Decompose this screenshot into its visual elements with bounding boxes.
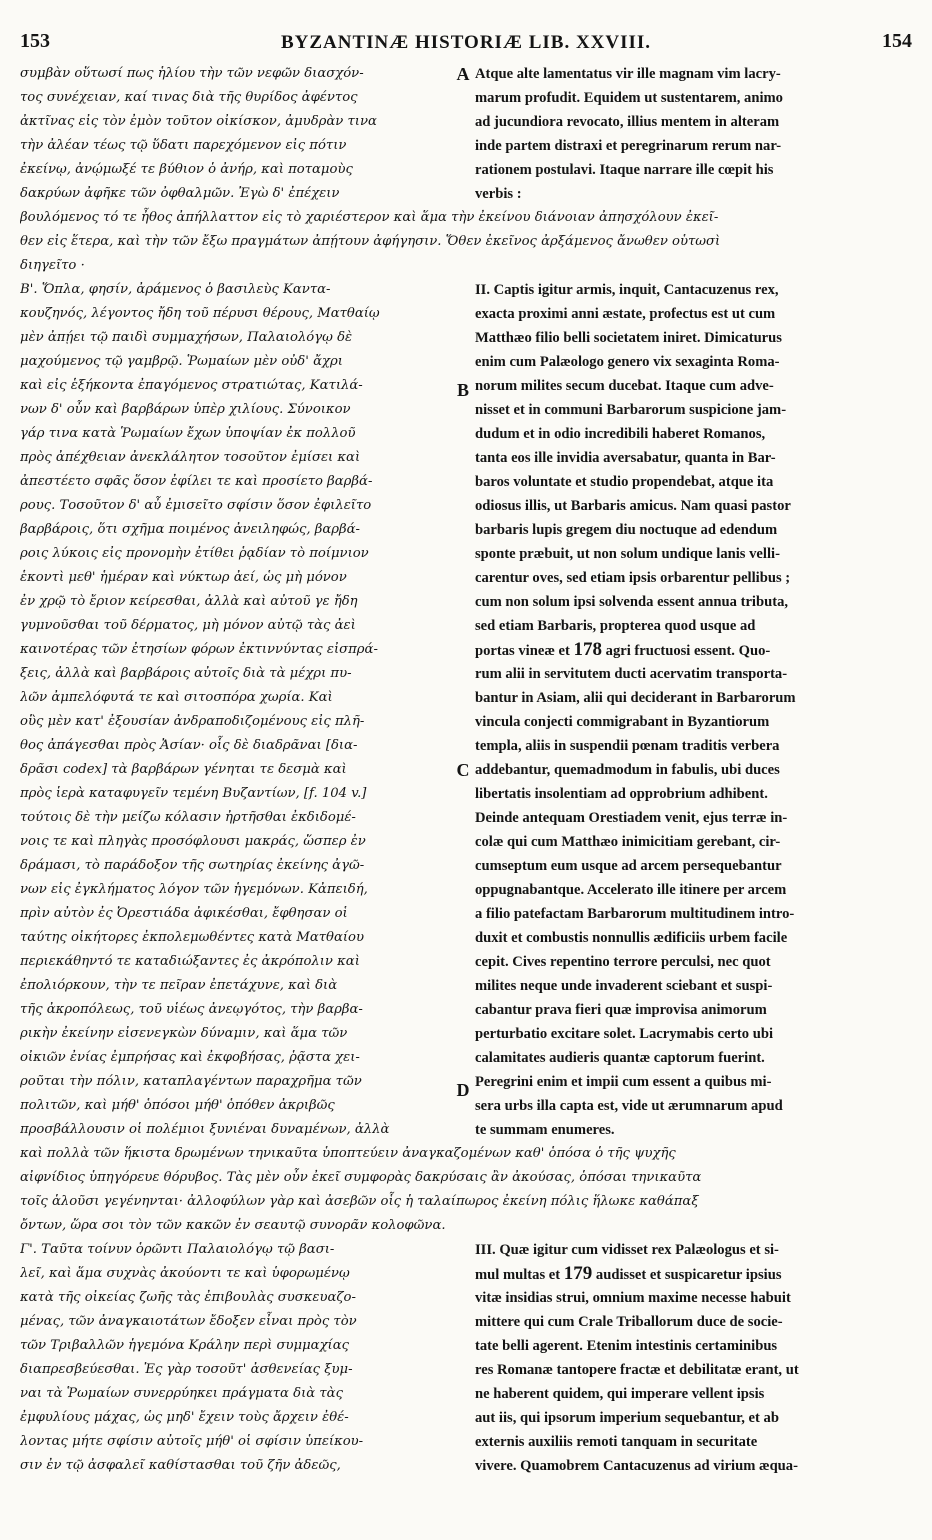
text-line: ne haberent quidem, qui imperare vellent ipsis bbox=[475, 1386, 765, 1402]
section-marker-b: B bbox=[456, 380, 469, 400]
text-line: duxit et combustis nonnullis ædificiis urbem facile bbox=[475, 930, 788, 946]
text-line: ξεις, ἀλλὰ καὶ βαρβάροις αὐτοῖς διὰ τὰ μέχρι πυ- bbox=[20, 666, 352, 681]
text-line: sponte præbuit, ut non solum undique lanis velli- bbox=[475, 546, 780, 562]
text-line: Peregrini enim et impii cum essent a quibus mi- bbox=[475, 1074, 772, 1090]
text-line: marum profudit. Equidem ut sustentarem, animo bbox=[475, 90, 783, 106]
text-line: ἑκοντὶ μεθ' ἡμέραν καὶ νύκτωρ ἀεί, ὡς μὴ μόνον bbox=[20, 570, 347, 585]
text-line: διηγεῖτο · bbox=[20, 258, 85, 273]
text-line: colæ qui cum Matthæo inimicitiam gerebant, cir- bbox=[475, 834, 781, 850]
running-head bbox=[20, 30, 912, 60]
text-line: oppugnabantque. Accelerato ille itinere per arcem bbox=[475, 882, 787, 898]
text-line: cum non solum ipsi solvenda essent annua tributa, bbox=[475, 594, 789, 610]
text-line: exacta proximi anni æstate, profectus est ut cum bbox=[475, 306, 776, 322]
text-line: νων δ' οὖν καὶ βαρβάρων ὑπὲρ χιλίους. Σύνοικον bbox=[20, 402, 351, 417]
full-width-greek-1 bbox=[20, 206, 908, 278]
text-line: barbaris lupis gregem diu noctuque ad edendum bbox=[475, 522, 778, 538]
block2-greek bbox=[20, 278, 455, 1142]
text-line: ταύτης οἰκήτορες ἐκπολεμωθέντες κατὰ Ματθαίου bbox=[20, 930, 364, 945]
text-line: vitæ insidias strui, omnium maxime necesse habuit bbox=[475, 1290, 791, 1306]
text-line: τὴν ἀλέαν τέως τῷ ὕδατι παρεχόμενον εἰς πότιν bbox=[20, 138, 347, 153]
text-line: Matthæo filio belli societatem iniret. Dimicaturus bbox=[475, 330, 782, 346]
text-line: ροῦται τὴν πόλιν, καταπλαγέντων παραχρῆμα τῶν bbox=[20, 1074, 362, 1089]
running-title: BYZANTINÆ HISTORIÆ LIB. XXVIII. bbox=[280, 32, 652, 53]
text-line: cumseptum eum usque ad arcem persequebantur bbox=[475, 858, 782, 874]
text-line: θος ἀπάγεσθαι πρὸς Ἀσίαν· οἷς δὲ διαδρᾶναι [δια- bbox=[20, 738, 358, 753]
text-line: διαπρεσβεύεσθαι. Ἐς γὰρ τοσοῦτ' ἀσθενείας ξυμ- bbox=[20, 1362, 353, 1377]
text-line: λεῖ, καὶ ἅμα συχνὰς ἀκούοντι τε καὶ ὑφορωμένῳ bbox=[20, 1266, 350, 1281]
text-line: mul multas et 179 audisset et suspicaretur ipsius bbox=[475, 1263, 782, 1284]
text-line: aut iis, qui ipsorum imperium sequebantur, et ab bbox=[475, 1410, 779, 1426]
text-line: odiosus illis, ut Barbaris amicus. Nam quasi pastor bbox=[475, 498, 791, 514]
section-marker-a: A bbox=[456, 64, 470, 84]
text-line: III. Quæ igitur cum vidisset rex Palæologus et si- bbox=[475, 1242, 779, 1258]
block3-greek bbox=[20, 1238, 455, 1478]
text-line: καὶ πολλὰ τῶν ἥκιστα δρωμένων τηνικαῦτα ὑποπτεύειν ἀναγκαζομένων καθ' ὁπόσα ὁ τῆς ψυχῆς bbox=[20, 1146, 676, 1161]
text-line: δράμασι, τὸ παράδοξον τῆς σωτηρίας ἐκείνης ἀγῶ- bbox=[20, 858, 365, 873]
text-line: cepit. Cives repentino terrore perculsi, nec quot bbox=[475, 954, 771, 970]
text-line: σιν ἐν τῷ ἀσφαλεῖ καθίστασθαι τοῦ ζῆν ἀδεῶς, bbox=[20, 1458, 341, 1473]
text-line: addebantur, quemadmodum in fabulis, ubi duces bbox=[475, 762, 780, 778]
text-line: Deinde antequam Orestiadem venit, ejus terræ in- bbox=[475, 810, 788, 826]
text-line: vivere. Quamobrem Cantacuzenus ad virium æqua- bbox=[475, 1458, 798, 1474]
text-line: rationem postulavi. Itaque narrare ille cœpit his bbox=[475, 162, 774, 178]
text-line: μαχούμενος τῷ γαμβρῷ. Ῥωμαίων μὲν οὐδ' ἄχρι bbox=[20, 354, 343, 369]
text-line: συμβὰν οὕτωσί πως ἡλίου τὴν τῶν νεφῶν διασχόν- bbox=[20, 66, 364, 81]
text-line: περιεκάθηντό τε καταδιώξαντες ἐς ἀκρόπολιν καὶ bbox=[20, 954, 360, 969]
text-line: γυμνοῦσθαι τοῦ δέρματος, μὴ μόνον αὐτῷ τὰς ἀεὶ bbox=[20, 618, 356, 633]
text-line: vincula conjecti commigrabant in Byzantiorum bbox=[475, 714, 770, 730]
text-line: λῶν ἀμπελόφυτά τε καὶ σιτοσπόρα χωρία. Καὶ bbox=[20, 690, 333, 705]
text-line: portas vineæ et 178 agri fructuosi essent. Quo- bbox=[475, 639, 771, 660]
text-line: μὲν ἀπῄει τῷ παιδὶ συμμαχήσων, Παλαιολόγῳ δὲ bbox=[20, 330, 353, 345]
text-line: res Romanæ tantopere fractæ et debilitatæ erant, ut bbox=[475, 1362, 799, 1378]
section-marker-c: C bbox=[456, 760, 470, 780]
text-line: ναι τὰ Ῥωμαίων συνερρύηκει πράγματα διὰ τὰς bbox=[20, 1386, 343, 1401]
text-line: πρὶν αὐτὸν ἐς Ὀρεστιάδα ἀφικέσθαι, ἔφθησαν οἱ bbox=[20, 906, 348, 921]
text-line: οὓς μὲν κατ' ἐξουσίαν ἀνδραποδιζομένους εἰς πλῆ- bbox=[20, 714, 365, 729]
text-line: ἀπεστέετο σφᾶς ὅσον ἐφίλει τε καὶ προσίετο βαρβά- bbox=[20, 474, 373, 489]
text-line: βουλόμενος τό τε ἦθος ἀπήλλαττον εἰς τὸ χαριέστερον καὶ ἅμα τὴν ἐκείνου διάνοιαν ἀπησχόλουν ἐκεῖ- bbox=[20, 210, 719, 225]
text-line: Β'. Ὅπλα, φησίν, ἀράμενος ὁ βασιλεὺς Καντα- bbox=[20, 282, 331, 297]
text-line: II. Captis igitur armis, inquit, Cantacuzenus rex, bbox=[475, 282, 779, 298]
text-line: αἰφνίδιος ὑπηγόρευε θόρυβος. Τὰς μὲν οὖν ἐκεῖ συμφορὰς δακρύσαις ἂν ἀκούσας, ὁπόσαι τηνικαῦτα bbox=[20, 1170, 702, 1185]
text-line: τῆς ἀκροπόλεως, τοῦ υἱέως ἀνεῳγότος, τὴν βαρβα- bbox=[20, 1002, 363, 1017]
text-line: te summam enumeres. bbox=[475, 1122, 615, 1138]
text-line: ρους. Τοσοῦτον δ' αὖ ἐμισεῖτο σφίσιν ὅσον ἐφιλεῖτο bbox=[20, 498, 372, 513]
text-line: externis auxiliis remoti tanquam in securitate bbox=[475, 1434, 758, 1450]
text-line: tanta eos ille invidia aversabatur, quanta in Bar- bbox=[475, 450, 776, 466]
block1-greek bbox=[20, 62, 455, 206]
text-line: rum alii in servitutem ducti acervatim transporta- bbox=[475, 666, 788, 682]
text-line: calamitates audieris quantæ captorum fuerint. bbox=[475, 1050, 765, 1066]
block1-latin bbox=[475, 62, 915, 206]
text-line: δακρύων ἀφῆκε τῶν ὀφθαλμῶν. Ἐγὼ δ' ἐπέχειν bbox=[20, 186, 340, 201]
text-line: πρὸς ἱερὰ καταφυγεῖν τεμένη Βυζαντίων, [f. 104 v.] bbox=[20, 786, 367, 801]
text-line: ρικὴν ἐκείνην εἰσενεγκὼν δύναμιν, καὶ ἅμα τῶν bbox=[20, 1026, 348, 1041]
text-line: προσβάλλουσιν οἱ πολέμιοι ξυνιέναι δυναμένων, ἀλλὰ bbox=[20, 1122, 390, 1137]
block2-latin bbox=[475, 278, 915, 1142]
text-line: nisset et in communi Barbarorum suspicione jam- bbox=[475, 402, 787, 418]
text-line: δρᾶσι codex] τὰ βαρβάρων γένηται τε δεσμὰ καὶ bbox=[20, 762, 347, 777]
text-line: ἐκείνῳ, ἀνῴμωξέ τε βύθιον ὁ ἀνήρ, καὶ ποταμοὺς bbox=[20, 162, 353, 177]
text-line: baros voluntate et studio propendebat, atque ita bbox=[475, 474, 774, 490]
text-line: a filio patefactam Barbarorum multitudinem intro- bbox=[475, 906, 795, 922]
text-line: λοντας μήτε σφίσιν αὐτοῖς μήθ' οἱ σφίσιν ὑπείκου- bbox=[20, 1434, 364, 1449]
text-line: θεν εἰς ἕτερα, καὶ τὴν τῶν ἔξω πραγμάτων ἀπῄτουν ἀφήγησιν. Ὅθεν ἐκεῖνος ἀρξάμενος ἄνωθεν οὑτωσὶ bbox=[20, 234, 721, 249]
text-line: carentur oves, sed etiam ipsis orbarentur pellibus ; bbox=[475, 570, 791, 586]
text-line: tate belli agerent. Etenim intestinis certaminibus bbox=[475, 1338, 778, 1354]
text-line: μένας, τῶν ἀναγκαιοτάτων ἔδοξεν εἶναι πρὸς τὸν bbox=[20, 1314, 357, 1329]
text-line: ἐμφυλίους μάχας, ὡς μηδ' ἔχειν τοὺς ἄρχειν ἐθέ- bbox=[20, 1410, 349, 1425]
text-line: πολιτῶν, καὶ μήθ' ὁπόσοι μήθ' ὁπόθεν ἀκριβῶς bbox=[20, 1098, 335, 1113]
text-line: ἀκτῖνας εἰς τὸν ἐμὸν τοῦτον οἰκίσκον, ἀμυδρὰν τινα bbox=[20, 114, 377, 129]
text-line: ad jucundiora revocato, illius mentem in alteram bbox=[475, 114, 780, 130]
text-line: τῶν Τριβαλλῶν ἡγεμόνα Κράλην περὶ συμμαχίας bbox=[20, 1338, 350, 1353]
text-line: πρὸς ἀπέχθειαν ἀνεκλάλητον τοσοῦτον ἐμίσει καὶ bbox=[20, 450, 361, 465]
text-line: νων εἰς ἐγκλήματος λόγον τῶν ἡγεμόνων. Κἀπειδή, bbox=[20, 882, 368, 897]
text-line: perturbatio excitare solet. Lacrymabis certo ubi bbox=[475, 1026, 774, 1042]
text-line: καὶ εἰς ἑξήκοντα ἐπαγόμενος στρατιώτας, Κατιλά- bbox=[20, 378, 363, 393]
text-line: sed etiam Barbaris, propterea quod usque ad bbox=[475, 618, 756, 634]
text-line: βαρβάροις, ὅτι σχῆμα ποιμένος ἀνειληφώς, βαρβά- bbox=[20, 522, 361, 537]
text-line: dudum et in odio incredibili haberet Romanos, bbox=[475, 426, 766, 442]
text-line: cabantur prava fieri quæ improvisa animorum bbox=[475, 1002, 767, 1018]
text-line: ὄντων, ὥρα σοι τὸν τῶν κακῶν ἐν σεαυτῷ συνορᾶν κολοφῶνα. bbox=[20, 1218, 446, 1233]
text-line: templa, aliis in suspendii pœnam traditis verbera bbox=[475, 738, 780, 754]
block3-latin bbox=[475, 1238, 915, 1478]
page-number-left: 153 bbox=[20, 30, 50, 52]
text-line: ροις λύκοις εἰς προνομὴν ἐτίθει ῥᾳδίαν τὸ ποίμνιον bbox=[20, 546, 369, 561]
section-marker-d: D bbox=[456, 1080, 470, 1100]
text-line: inde partem distraxi et peregrinarum rerum nar- bbox=[475, 138, 782, 154]
text-line: norum milites secum ducebat. Itaque cum adve- bbox=[475, 378, 774, 394]
text-line: milites neque unde invaderent sciebant et suspi- bbox=[475, 978, 773, 994]
text-line: libertatis insolentiam ad opprobrium adhibent. bbox=[475, 786, 768, 802]
text-line: bantur in Asiam, alii qui deciderant in Barbarorum bbox=[475, 690, 796, 706]
text-line: enim cum Palæologo genero vix sexaginta Roma- bbox=[475, 354, 780, 370]
text-line: οἰκιῶν ἐνίας ἐμπρήσας καὶ ἐκφοβήσας, ῥᾷστα χει- bbox=[20, 1050, 360, 1065]
text-line: Atque alte lamentatus vir ille magnam vim lacry- bbox=[475, 66, 781, 82]
page-number-right: 154 bbox=[882, 30, 912, 52]
text-line: ἐπολιόρκουν, τὴν τε πεῖραν ἐπετάχυνε, καὶ διὰ bbox=[20, 978, 338, 993]
text-line: νοις τε καὶ πληγὰς προσόφλουσι μακράς, ὥσπερ ἐν bbox=[20, 834, 366, 849]
text-line: καινοτέρας τῶν ἐτησίων φόρων ἐκτιννύντας εἰσπρά- bbox=[20, 642, 378, 657]
text-line: Γ'. Ταῦτα τοίνυν ὁρῶντι Παλαιολόγῳ τῷ βασι- bbox=[20, 1242, 335, 1257]
text-line: sera urbs illa capta est, vide ut ærumnarum apud bbox=[475, 1098, 783, 1114]
text-line: τοῖς ἁλοῦσι γεγένηνται· ἀλλοφύλων γὰρ καὶ ἀσεβῶν οἷς ἡ ταλαίπωρος ἐκείνη πόλις ἥλωκε καθάπαξ bbox=[20, 1194, 699, 1209]
text-line: τούτοις δὲ τὴν μείζω κόλασιν ἠρτῆσθαι ἐκδιδομέ- bbox=[20, 810, 356, 825]
text-line: γάρ τινα κατὰ Ῥωμαίων ἔχων ὑποψίαν ἐκ πολλοῦ bbox=[20, 426, 356, 441]
full-width-greek-2 bbox=[20, 1142, 908, 1238]
text-line: mittere qui cum Crale Triballorum duce de socie- bbox=[475, 1314, 783, 1330]
text-line: verbis : bbox=[475, 186, 522, 202]
text-line: κουζηνός, λέγοντος ἤδη τοῦ πέρυσι θέρους, Ματθαίῳ bbox=[20, 306, 380, 321]
text-line: κατὰ τῆς οἰκείας ζωῆς τὰς ἐπιβουλὰς συσκευαζο- bbox=[20, 1290, 356, 1305]
text-line: ἐν χρῷ τὸ ἔριον κείρεσθαι, ἀλλὰ καὶ αὐτοῦ γε ἤδη bbox=[20, 594, 358, 609]
text-line: τος συνέχειαν, καί τινας διὰ τῆς θυρίδος ἀφέντος bbox=[20, 90, 358, 105]
